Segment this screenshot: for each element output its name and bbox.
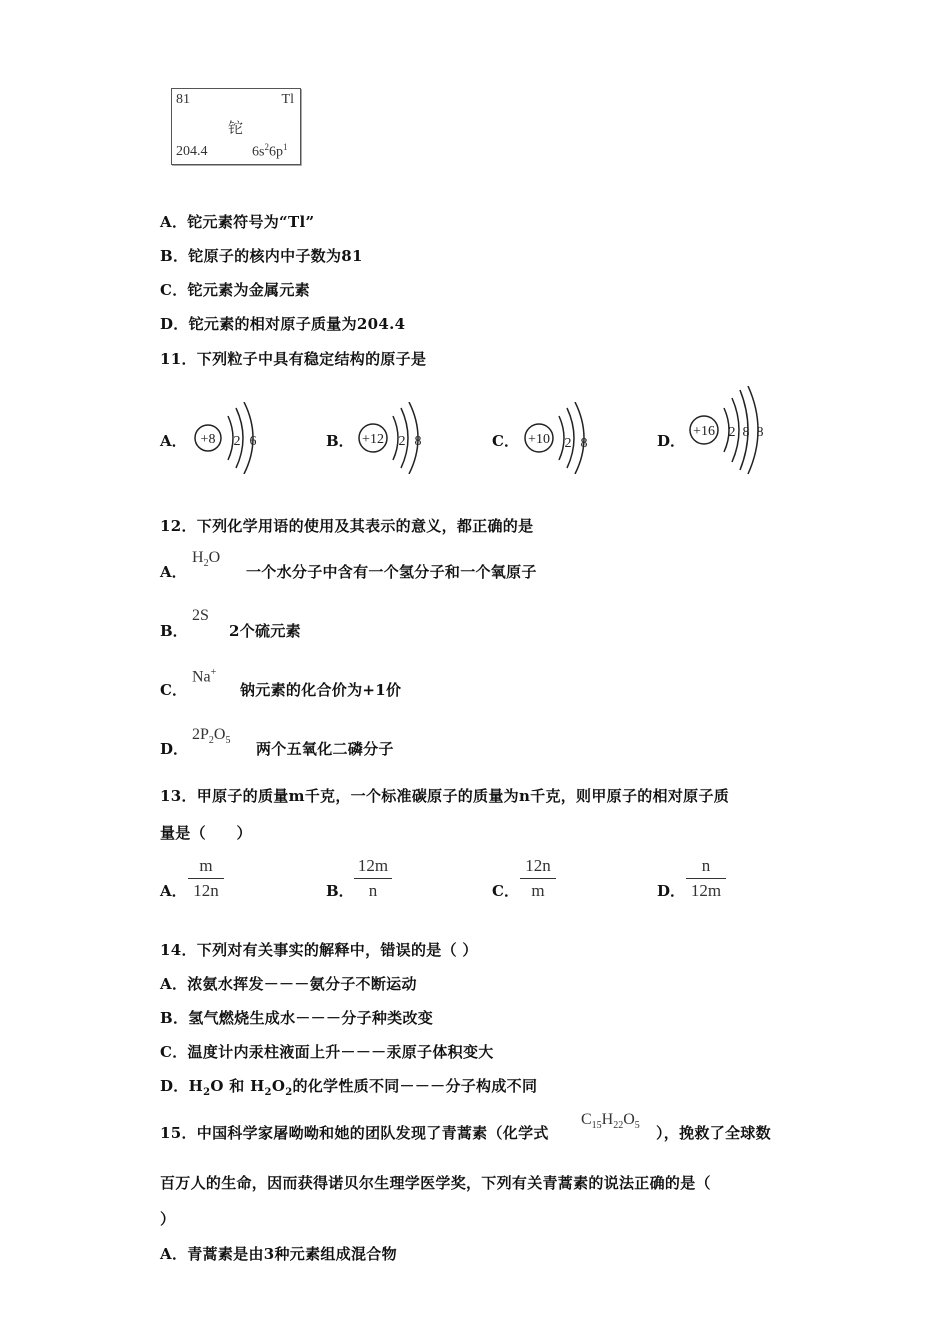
atom-diagram-d: [688, 386, 774, 476]
q12-label-c: C．: [160, 681, 187, 699]
q12-label-a: A．: [160, 563, 187, 581]
shell-arc: [228, 416, 233, 460]
q14-stem: 14．下列对有关事实的解释中，错误的是（ ）: [160, 941, 478, 959]
atomic-mass: 204.4: [176, 144, 208, 159]
shell-count: 2: [564, 436, 572, 451]
q15-stem-line2: 百万人的生命，因而获得诺贝尔生理学医学奖，下列有关青蒿素的说法正确的是（: [160, 1174, 711, 1192]
formula-2p2o5: $2P_2O_5$: [192, 726, 231, 747]
nucleus-charge: +10: [528, 432, 550, 447]
q13-label-b: B．: [326, 882, 354, 900]
nucleus-charge: +12: [362, 432, 384, 447]
q12-stem: 12．下列化学用语的使用及其表示的意义，都正确的是: [160, 517, 534, 535]
formula-2s: 2S: [192, 607, 209, 624]
q14-option-b: B．氢气燃烧生成水－－－分子种类改变: [160, 1009, 434, 1027]
element-symbol: Tl: [281, 92, 294, 107]
atom-diagram-c: [523, 402, 603, 474]
q12-option-a-text: 一个水分子中含有一个氢分子和一个氧原子: [246, 563, 537, 581]
fraction-a: $\frac{m}{12n}$: [188, 856, 224, 901]
element-name: 铊: [228, 121, 244, 137]
fraction-b: $\frac{12m}{n}$: [354, 856, 392, 901]
formula-na-ion: Na+: [192, 667, 217, 686]
q13-label-d: D．: [657, 882, 686, 900]
q15-stem-line3: ）: [160, 1210, 176, 1228]
atom-diagram-b: [357, 402, 437, 474]
q10-option-b: B．铊原子的核内中子数为81: [160, 247, 363, 265]
nucleus-charge: +16: [693, 424, 715, 439]
q15-stem-part1: 15．中国科学家屠呦呦和她的团队发现了青蒿素（化学式: [160, 1124, 549, 1142]
atom-diagram-a: [192, 402, 272, 474]
shell-count: 8: [742, 425, 750, 440]
shell-count: 8: [756, 425, 764, 440]
q11-label-a: A．: [160, 432, 187, 450]
q11-label-d: D．: [657, 432, 686, 450]
element-card-thallium: [171, 88, 301, 165]
q13-stem-line2: 量是（ ）: [160, 824, 252, 842]
q10-option-d: D．铊元素的相对原子质量为204.4: [160, 315, 406, 333]
q12-option-c-text: 钠元素的化合价为+1价: [240, 681, 402, 699]
q13-label-c: C．: [492, 882, 519, 900]
q11-label-b: B．: [326, 432, 354, 450]
shell-count: 2: [398, 434, 406, 449]
q14-option-a: A．浓氨水挥发－－－氨分子不断运动: [160, 975, 417, 993]
q13-stem-line1: 13．甲原子的质量m千克，一个标准碳原子的质量为n千克，则甲原子的相对原子质: [160, 787, 730, 805]
shell-count: 6: [249, 434, 257, 449]
formula-artemisinin: $C_{15}H_{22}O_5$: [581, 1111, 640, 1132]
q11-stem: 11．下列粒子中具有稳定结构的原子是: [160, 350, 427, 368]
shell-arc: [393, 416, 398, 460]
q12-label-b: B．: [160, 622, 188, 640]
shell-count: 2: [233, 434, 241, 449]
q15-option-a: A．青蒿素是由3种元素组成混合物: [160, 1245, 397, 1263]
formula-h2o: $H_2O$: [192, 549, 221, 570]
q14-option-c: C．温度计内汞柱液面上升－－－汞原子体积变大: [160, 1043, 494, 1061]
atomic-number: 81: [176, 92, 190, 107]
q12-option-d-text: 两个五氧化二磷分子: [256, 740, 394, 758]
q13-label-a: A．: [160, 882, 187, 900]
shell-count: 8: [414, 434, 422, 449]
q12-label-d: D．: [160, 740, 189, 758]
fraction-d: $\frac{n}{12m}$: [686, 856, 726, 901]
shell-count: 2: [728, 425, 736, 440]
q10-option-a: A．铊元素符号为“Tl”: [160, 213, 315, 231]
q10-option-c: C．铊元素为金属元素: [160, 281, 310, 299]
q14-option-d: D．$H_2O$ 和 $H_2O_2$的化学性质不同－－－分子构成不同: [160, 1077, 538, 1098]
shell-count: 8: [580, 436, 588, 451]
q12-option-b-text: 2个硫元素: [229, 622, 301, 640]
q15-stem-part2: ），挽救了全球数: [656, 1124, 771, 1142]
electron-config: $6s^26p^1$: [252, 142, 288, 160]
shell-arc: [559, 416, 564, 460]
q11-label-c: C．: [492, 432, 519, 450]
fraction-c: $\frac{12n}{m}$: [520, 856, 556, 901]
nucleus-charge: +8: [200, 432, 216, 447]
